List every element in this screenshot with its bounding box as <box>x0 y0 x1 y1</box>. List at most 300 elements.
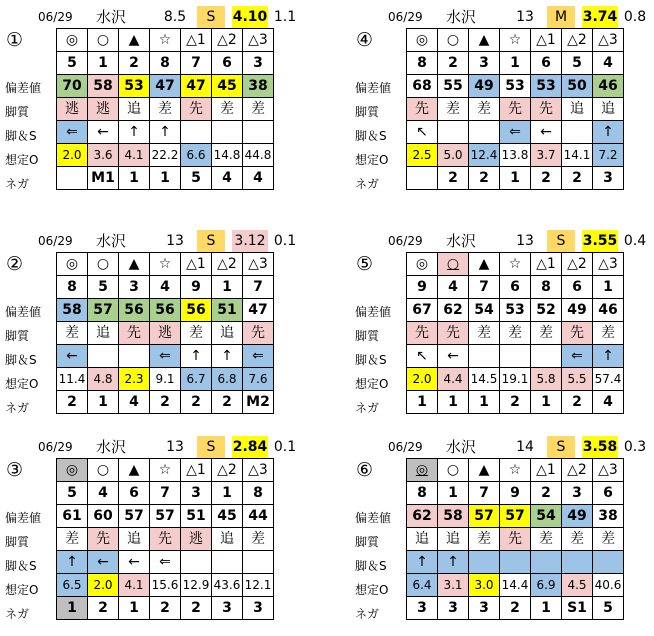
table-cell: ☆ <box>150 29 181 52</box>
table-cell: ← <box>119 551 150 574</box>
table-cell: 7 <box>243 276 274 299</box>
table-cell <box>212 551 243 574</box>
table-cell: 先 <box>88 528 119 551</box>
race-number: ⑤ <box>356 253 374 275</box>
table-cell: 46 <box>593 299 624 322</box>
table-row <box>57 574 274 597</box>
race-margin: 0.1 <box>273 439 297 455</box>
table-cell <box>407 167 438 190</box>
race-field-size: 8.5 <box>163 9 187 25</box>
table-cell: 1 <box>500 52 531 75</box>
table-cell: 2 <box>562 391 593 414</box>
table-cell: 先 <box>243 322 274 345</box>
race-margin: 1.1 <box>273 9 297 25</box>
table-cell: ◎ <box>407 29 438 52</box>
table-cell: 2 <box>150 597 181 620</box>
table-cell: 4.1 <box>119 574 150 597</box>
table-row <box>57 144 274 167</box>
table-cell: 7 <box>469 482 500 505</box>
table-cell: ↑ <box>119 121 150 144</box>
table-cell: △1 <box>181 253 212 276</box>
row-label: 脚＆S <box>355 353 387 367</box>
table-cell: 1 <box>212 482 243 505</box>
table-cell: 6 <box>531 52 562 75</box>
table-cell: 2 <box>212 391 243 414</box>
table-cell: ☆ <box>500 459 531 482</box>
table-cell: ↑ <box>181 345 212 368</box>
table-cell: 2 <box>181 391 212 414</box>
table-row <box>407 29 624 52</box>
table-cell: 先 <box>500 98 531 121</box>
race-block <box>350 6 650 206</box>
race-grade-badge: S <box>197 230 225 252</box>
table-cell <box>181 121 212 144</box>
table-cell: 1 <box>593 276 624 299</box>
table-cell: ▲ <box>119 29 150 52</box>
table-cell: 53 <box>531 75 562 98</box>
table-cell: 先 <box>150 528 181 551</box>
table-cell: 50 <box>562 75 593 98</box>
table-cell: 43.6 <box>212 574 243 597</box>
table-cell: 12.9 <box>181 574 212 597</box>
race-block <box>0 230 300 430</box>
table-row <box>407 597 624 620</box>
table-cell: 9 <box>181 276 212 299</box>
table-cell: △2 <box>562 459 593 482</box>
table-cell: ↑ <box>593 345 624 368</box>
table-cell: 1 <box>88 391 119 414</box>
table-cell: 6.4 <box>407 574 438 597</box>
table-cell: ☆ <box>500 29 531 52</box>
table-cell: 差 <box>531 322 562 345</box>
table-cell: 6.9 <box>531 574 562 597</box>
row-label: 想定O <box>355 377 389 391</box>
table-row <box>407 52 624 75</box>
table-row <box>407 528 624 551</box>
table-cell: ↑ <box>438 551 469 574</box>
table-cell <box>469 121 500 144</box>
table-row <box>407 167 624 190</box>
table-row <box>57 276 274 299</box>
table-row <box>57 459 274 482</box>
table-cell: 7.6 <box>243 368 274 391</box>
row-label: 脚質 <box>5 329 30 343</box>
table-cell: △2 <box>212 459 243 482</box>
table-cell: 57 <box>88 299 119 322</box>
table-cell: 差 <box>212 98 243 121</box>
race-header <box>0 436 300 458</box>
table-cell: 6 <box>562 276 593 299</box>
race-date: 06/29 <box>388 234 423 248</box>
table-cell: S1 <box>562 597 593 620</box>
table-cell: 4 <box>243 167 274 190</box>
table-cell: 45 <box>212 505 243 528</box>
table-cell: 4.4 <box>438 368 469 391</box>
table-cell: 先 <box>438 322 469 345</box>
table-cell: 6 <box>593 482 624 505</box>
row-label: ネガ <box>355 401 380 415</box>
race-grade-badge: S <box>547 436 575 458</box>
table-cell: 8 <box>243 482 274 505</box>
table-cell: 5.0 <box>438 144 469 167</box>
table-cell: ⇐ <box>243 345 274 368</box>
table-cell: 1 <box>438 482 469 505</box>
table-cell: 5 <box>562 52 593 75</box>
table-cell: 11.4 <box>57 368 88 391</box>
row-label: 偏差値 <box>355 511 392 525</box>
table-cell: 14.8 <box>212 144 243 167</box>
table-cell: 1 <box>150 167 181 190</box>
table-cell: 差 <box>469 528 500 551</box>
table-cell: 2 <box>119 52 150 75</box>
table-cell: 44 <box>243 505 274 528</box>
table-cell: 3 <box>593 167 624 190</box>
table-cell: ← <box>88 551 119 574</box>
row-label: 脚＆S <box>5 559 37 573</box>
table-cell: 3 <box>243 597 274 620</box>
table-cell: M1 <box>88 167 119 190</box>
table-cell: 差 <box>57 322 88 345</box>
table-cell: 差 <box>438 98 469 121</box>
table-cell: ▲ <box>469 253 500 276</box>
table-cell: 40.6 <box>593 574 624 597</box>
table-cell: 1 <box>212 276 243 299</box>
row-label: 脚質 <box>5 535 30 549</box>
table-cell: 19.1 <box>500 368 531 391</box>
table-cell: 先 <box>562 322 593 345</box>
row-label: 偏差値 <box>355 305 392 319</box>
table-cell: 追 <box>593 98 624 121</box>
table-cell <box>531 551 562 574</box>
table-cell: 2 <box>562 167 593 190</box>
table-cell: ← <box>57 345 88 368</box>
table-cell: 6.5 <box>57 574 88 597</box>
table-cell: 差 <box>562 528 593 551</box>
table-cell: 2 <box>181 597 212 620</box>
table-cell: 9.1 <box>150 368 181 391</box>
table-row <box>407 121 624 144</box>
table-cell: ↖ <box>407 345 438 368</box>
table-cell: ☆ <box>150 459 181 482</box>
table-cell: 4.1 <box>119 144 150 167</box>
table-cell <box>500 551 531 574</box>
table-cell: 4.8 <box>88 368 119 391</box>
table-cell: 先 <box>531 98 562 121</box>
table-cell: △2 <box>212 29 243 52</box>
table-cell: 8 <box>57 276 88 299</box>
table-cell: 差 <box>57 528 88 551</box>
table-row <box>407 345 624 368</box>
table-cell: 逃 <box>181 528 212 551</box>
table-cell: △3 <box>593 253 624 276</box>
table-cell: △2 <box>562 253 593 276</box>
table-cell: 8 <box>150 52 181 75</box>
table-cell: ▲ <box>119 459 150 482</box>
race-score: 2.84 <box>232 436 268 458</box>
table-cell: 差 <box>243 98 274 121</box>
table-cell: ↑ <box>150 121 181 144</box>
table-cell: ○ <box>438 459 469 482</box>
race-table <box>406 28 624 190</box>
table-cell: 67 <box>407 299 438 322</box>
table-cell: 45 <box>212 75 243 98</box>
table-cell: 7 <box>469 276 500 299</box>
table-cell: 差 <box>150 98 181 121</box>
table-cell: 2 <box>57 391 88 414</box>
row-label: 想定O <box>355 153 389 167</box>
table-cell: 14.4 <box>500 574 531 597</box>
table-cell: 7.2 <box>593 144 624 167</box>
table-row <box>407 299 624 322</box>
row-label: 脚＆S <box>355 559 387 573</box>
table-cell: 14.5 <box>469 368 500 391</box>
table-cell: 5.5 <box>562 368 593 391</box>
race-header <box>350 6 650 28</box>
table-cell: 1 <box>57 597 88 620</box>
race-table <box>406 252 624 414</box>
table-cell: 3 <box>562 482 593 505</box>
table-row <box>407 368 624 391</box>
table-cell: ▲ <box>469 29 500 52</box>
table-cell: 2 <box>531 482 562 505</box>
table-cell: 4 <box>593 52 624 75</box>
table-cell: 54 <box>469 299 500 322</box>
race-venue: 水沢 <box>446 232 477 250</box>
table-cell: ⇐ <box>562 345 593 368</box>
table-cell: 2 <box>150 391 181 414</box>
table-row <box>407 322 624 345</box>
table-cell: △2 <box>212 253 243 276</box>
table-row <box>57 29 274 52</box>
table-cell: 5 <box>181 167 212 190</box>
table-cell: 1 <box>119 597 150 620</box>
table-cell: 先 <box>181 98 212 121</box>
table-cell: 逃 <box>57 98 88 121</box>
race-venue: 水沢 <box>446 438 477 456</box>
table-cell: 2 <box>500 597 531 620</box>
table-cell: 49 <box>562 299 593 322</box>
table-cell <box>438 121 469 144</box>
race-score: 3.12 <box>232 230 268 252</box>
table-cell: 4 <box>119 391 150 414</box>
table-cell: 1 <box>407 391 438 414</box>
table-cell: 4.5 <box>562 574 593 597</box>
table-cell: 先 <box>119 322 150 345</box>
race-number: ① <box>6 29 24 51</box>
row-label: 脚質 <box>355 535 380 549</box>
table-cell: △3 <box>593 29 624 52</box>
race-field-size: 13 <box>166 233 184 249</box>
table-cell: 7 <box>150 482 181 505</box>
race-margin: 0.1 <box>273 233 297 249</box>
table-cell: ↖ <box>407 121 438 144</box>
table-cell: ⇐ <box>150 345 181 368</box>
race-score: 3.58 <box>582 436 618 458</box>
table-cell: 逃 <box>88 98 119 121</box>
table-cell: △1 <box>181 29 212 52</box>
table-cell: 56 <box>150 299 181 322</box>
row-label: ネガ <box>5 401 30 415</box>
table-cell: △1 <box>531 459 562 482</box>
race-header <box>0 230 300 252</box>
table-cell: 2 <box>531 167 562 190</box>
table-cell: 53 <box>119 75 150 98</box>
race-venue: 水沢 <box>96 438 127 456</box>
table-cell <box>562 121 593 144</box>
race-block <box>350 230 650 430</box>
table-cell: 53 <box>500 299 531 322</box>
table-cell: 46 <box>593 75 624 98</box>
table-cell: 差 <box>593 528 624 551</box>
row-label: 脚＆S <box>5 129 37 143</box>
table-cell: 9 <box>500 482 531 505</box>
table-cell: ▲ <box>119 253 150 276</box>
race-block <box>350 436 650 636</box>
table-cell: 3 <box>243 52 274 75</box>
table-cell: 2.3 <box>119 368 150 391</box>
table-row <box>57 368 274 391</box>
table-cell: 4 <box>150 276 181 299</box>
table-cell: 2 <box>500 391 531 414</box>
table-cell: 6 <box>119 482 150 505</box>
table-cell: 3 <box>469 52 500 75</box>
table-cell: 5 <box>57 52 88 75</box>
table-cell: 47 <box>181 75 212 98</box>
table-cell: 差 <box>181 322 212 345</box>
table-cell: 差 <box>593 322 624 345</box>
race-date: 06/29 <box>38 10 73 24</box>
table-cell: 3.0 <box>469 574 500 597</box>
table-cell: 4 <box>593 391 624 414</box>
table-cell: 38 <box>243 75 274 98</box>
table-cell: 15.6 <box>150 574 181 597</box>
table-row <box>57 299 274 322</box>
race-venue: 水沢 <box>96 8 127 26</box>
table-cell: ◎ <box>407 459 438 482</box>
table-cell: 5 <box>88 276 119 299</box>
table-cell <box>119 345 150 368</box>
table-cell: 55 <box>438 75 469 98</box>
table-row <box>57 253 274 276</box>
table-cell: 3 <box>407 597 438 620</box>
table-cell: 2.5 <box>407 144 438 167</box>
table-cell: 1 <box>438 391 469 414</box>
table-cell: △3 <box>243 29 274 52</box>
table-row <box>57 391 274 414</box>
table-row <box>407 551 624 574</box>
table-cell: 3.1 <box>438 574 469 597</box>
table-row <box>57 167 274 190</box>
table-cell: 1 <box>531 391 562 414</box>
table-cell <box>531 345 562 368</box>
table-cell: 8 <box>531 276 562 299</box>
race-field-size: 13 <box>166 439 184 455</box>
table-cell: 5 <box>593 597 624 620</box>
table-cell: 1 <box>119 167 150 190</box>
table-cell: 2.0 <box>57 144 88 167</box>
row-label: 偏差値 <box>5 81 42 95</box>
row-label: 想定O <box>5 583 39 597</box>
table-cell: 13.8 <box>500 144 531 167</box>
table-cell: 57 <box>150 505 181 528</box>
table-cell: 3 <box>212 597 243 620</box>
race-field-size: 13 <box>516 9 534 25</box>
row-label: 偏差値 <box>355 81 392 95</box>
table-cell: 先 <box>407 98 438 121</box>
table-cell: 3 <box>181 482 212 505</box>
race-table <box>406 458 624 620</box>
race-header <box>350 436 650 458</box>
table-cell: 52 <box>531 299 562 322</box>
table-cell: 1 <box>88 52 119 75</box>
race-date: 06/29 <box>388 440 423 454</box>
race-block <box>0 436 300 636</box>
table-cell: 2.0 <box>88 574 119 597</box>
row-label: ネガ <box>355 177 380 191</box>
table-cell: 追 <box>88 322 119 345</box>
table-cell: ← <box>88 121 119 144</box>
race-header <box>350 230 650 252</box>
table-cell: 3 <box>119 276 150 299</box>
table-cell: 5 <box>57 482 88 505</box>
table-cell: 58 <box>57 299 88 322</box>
row-label: 想定O <box>355 583 389 597</box>
race-grade-badge: S <box>197 436 225 458</box>
race-grade-badge: M <box>547 6 575 28</box>
table-cell: 3.7 <box>531 144 562 167</box>
table-cell: 6 <box>500 276 531 299</box>
table-cell: 53 <box>500 75 531 98</box>
race-table <box>56 458 274 620</box>
table-row <box>57 505 274 528</box>
table-cell: 1 <box>531 597 562 620</box>
table-cell <box>243 121 274 144</box>
table-cell: ○ <box>88 459 119 482</box>
table-cell: ↑ <box>57 551 88 574</box>
table-cell: 8 <box>407 52 438 75</box>
table-cell: 22.2 <box>150 144 181 167</box>
table-cell <box>212 121 243 144</box>
table-cell: 差 <box>243 528 274 551</box>
table-cell: 7 <box>181 52 212 75</box>
table-cell: 先 <box>407 322 438 345</box>
table-cell <box>181 551 212 574</box>
race-number: ④ <box>356 29 374 51</box>
table-cell <box>469 551 500 574</box>
table-cell: 4 <box>88 482 119 505</box>
table-cell: ◎ <box>57 459 88 482</box>
race-date: 06/29 <box>38 440 73 454</box>
table-row <box>57 482 274 505</box>
table-row <box>407 276 624 299</box>
table-cell: ← <box>438 345 469 368</box>
table-cell: 2 <box>438 52 469 75</box>
race-venue: 水沢 <box>96 232 127 250</box>
table-cell: ☆ <box>150 253 181 276</box>
table-cell: △1 <box>531 29 562 52</box>
race-field-size: 14 <box>516 439 534 455</box>
table-cell: 6 <box>212 52 243 75</box>
table-cell: 38 <box>593 505 624 528</box>
table-cell: ○ <box>88 253 119 276</box>
table-cell <box>562 551 593 574</box>
race-block <box>0 6 300 206</box>
table-row <box>407 459 624 482</box>
table-cell: ◎ <box>57 253 88 276</box>
table-cell: 56 <box>119 299 150 322</box>
table-cell: ⇐ <box>150 551 181 574</box>
table-cell: 68 <box>407 75 438 98</box>
